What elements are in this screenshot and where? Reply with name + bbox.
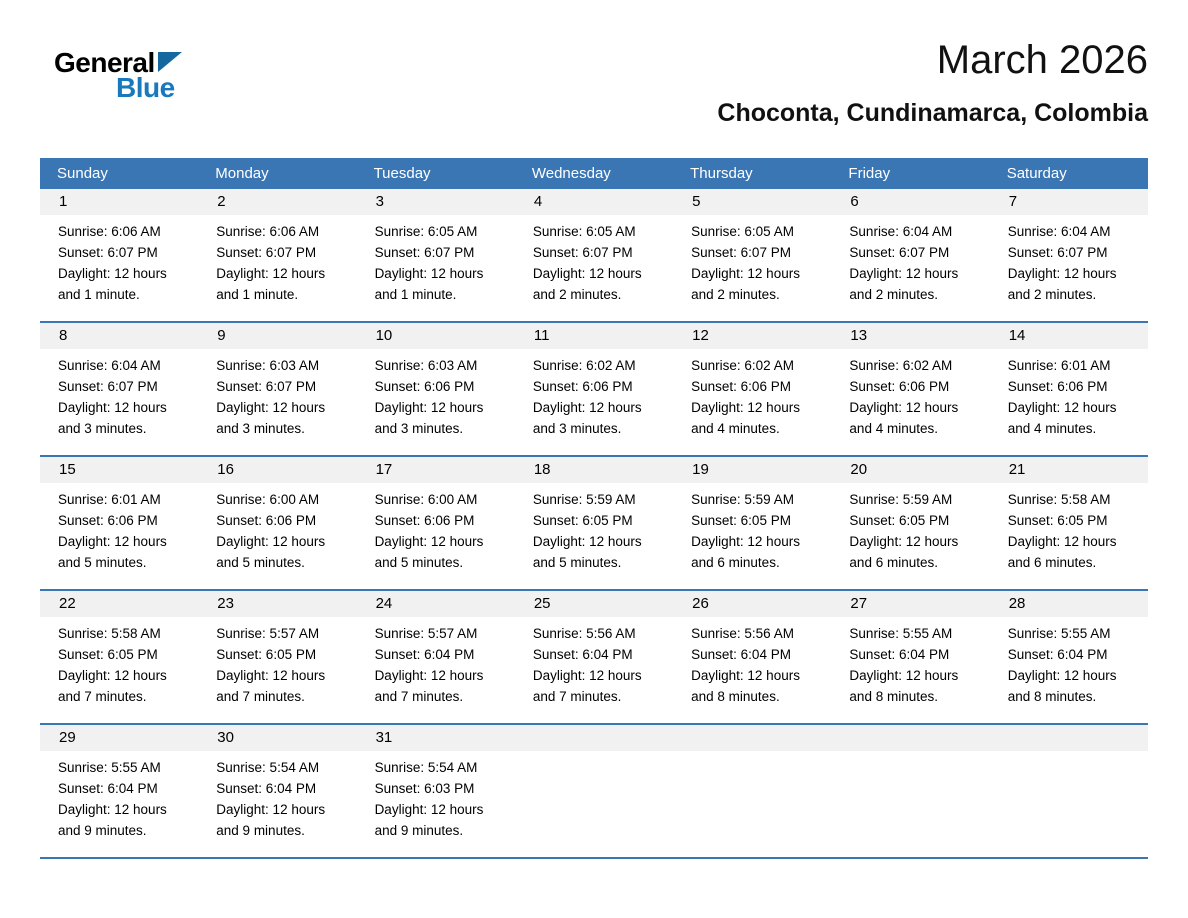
weekday-header-row — [40, 158, 1148, 189]
sunrise-text: Sunrise: 6:03 AM — [216, 358, 320, 373]
day-details — [831, 751, 989, 855]
sunrise-text: Sunrise: 5:55 AM — [849, 626, 953, 641]
day-number: 26 — [673, 591, 831, 617]
daylight-text-line1: Daylight: 12 hours — [216, 802, 326, 817]
day-details — [831, 349, 989, 455]
day-cell — [673, 591, 831, 723]
sunrise-text: Sunrise: 5:58 AM — [58, 626, 161, 641]
daylight-text-line1: Daylight: 12 hours — [216, 266, 326, 281]
day-cell — [357, 323, 515, 455]
sunrise-text: Sunrise: 6:01 AM — [58, 492, 161, 507]
daylight-text-line1: Daylight: 12 hours — [216, 400, 326, 415]
daylight-text-line2: and 3 minutes. — [532, 421, 622, 436]
sunset-text: Sunset: 6:06 PM — [1007, 379, 1108, 394]
day-details — [357, 215, 515, 321]
daylight-text-line1: Daylight: 12 hours — [1007, 266, 1117, 281]
day-details — [198, 483, 356, 589]
day-cell — [198, 323, 356, 455]
day-number: 13 — [831, 323, 989, 349]
day-number: 28 — [990, 591, 1148, 617]
sunrise-text: Sunrise: 6:02 AM — [532, 358, 636, 373]
week-row — [40, 321, 1148, 455]
day-number: 19 — [673, 457, 831, 483]
sunset-text: Sunset: 6:07 PM — [374, 245, 475, 260]
day-number — [673, 725, 831, 751]
daylight-text-line2: and 6 minutes. — [849, 555, 938, 570]
day-cell — [515, 591, 673, 723]
day-number: 15 — [40, 457, 198, 483]
day-details — [673, 751, 831, 855]
day-header: Wednesday — [531, 165, 611, 182]
sunset-text: Sunset: 6:07 PM — [1007, 245, 1108, 260]
empty-day-cell — [831, 725, 989, 857]
day-details — [990, 751, 1148, 855]
day-cell — [198, 725, 356, 857]
sunrise-text: Sunrise: 5:56 AM — [532, 626, 636, 641]
daylight-text-line2: and 5 minutes. — [374, 555, 464, 570]
daylight-text-line2: and 4 minutes. — [849, 421, 938, 436]
daylight-text-line2: and 9 minutes. — [374, 823, 464, 838]
week-row — [40, 189, 1148, 321]
daylight-text-line1: Daylight: 12 hours — [216, 534, 326, 549]
daylight-text-line1: Daylight: 12 hours — [374, 668, 484, 683]
sunset-text: Sunset: 6:04 PM — [1007, 647, 1108, 662]
logo-text-blue: Blue — [116, 72, 175, 103]
sunrise-text: Sunrise: 5:59 AM — [532, 492, 636, 507]
daylight-text-line2: and 2 minutes. — [1007, 287, 1097, 302]
page-title: March 2026 — [936, 38, 1148, 82]
location-subtitle: Choconta, Cundinamarca, Colombia — [717, 99, 1148, 127]
sunrise-text: Sunrise: 6:03 AM — [374, 358, 478, 373]
day-cell — [673, 189, 831, 321]
day-number: 22 — [40, 591, 198, 617]
day-number: 9 — [198, 323, 356, 349]
daylight-text-line1: Daylight: 12 hours — [532, 266, 642, 281]
day-number: 30 — [198, 725, 356, 751]
sunset-text: Sunset: 6:06 PM — [849, 379, 950, 394]
day-number: 2 — [198, 189, 356, 215]
daylight-text-line1: Daylight: 12 hours — [849, 668, 959, 683]
day-cell — [831, 323, 989, 455]
daylight-text-line1: Daylight: 12 hours — [58, 400, 167, 415]
daylight-text-line2: and 3 minutes. — [374, 421, 464, 436]
daylight-text-line2: and 7 minutes. — [374, 689, 464, 704]
day-cell — [990, 189, 1148, 321]
daylight-text-line2: and 6 minutes. — [1007, 555, 1097, 570]
daylight-text-line1: Daylight: 12 hours — [532, 668, 642, 683]
sunrise-text: Sunrise: 5:55 AM — [58, 760, 161, 775]
daylight-text-line2: and 8 minutes. — [849, 689, 938, 704]
empty-day-cell — [515, 725, 673, 857]
daylight-text-line2: and 8 minutes. — [691, 689, 780, 704]
day-number: 21 — [990, 457, 1148, 483]
sunset-text: Sunset: 6:06 PM — [58, 513, 158, 528]
day-cell — [40, 457, 198, 589]
day-cell — [831, 189, 989, 321]
day-header: Thursday — [690, 165, 753, 182]
daylight-text-line2: and 5 minutes. — [532, 555, 622, 570]
day-header: Friday — [848, 165, 891, 182]
day-cell — [831, 457, 989, 589]
sunset-text: Sunset: 6:03 PM — [374, 781, 475, 796]
sunrise-text: Sunrise: 5:58 AM — [1007, 492, 1111, 507]
sunrise-text: Sunrise: 6:00 AM — [216, 492, 320, 507]
day-number: 18 — [515, 457, 673, 483]
week-row — [40, 723, 1148, 857]
daylight-text-line1: Daylight: 12 hours — [849, 534, 959, 549]
sunset-text: Sunset: 6:05 PM — [849, 513, 950, 528]
day-cell — [831, 591, 989, 723]
day-cell — [357, 725, 515, 857]
day-details — [357, 617, 515, 723]
sunrise-text: Sunrise: 5:55 AM — [1007, 626, 1111, 641]
week-row — [40, 455, 1148, 589]
day-details — [673, 617, 831, 723]
sunset-text: Sunset: 6:06 PM — [216, 513, 317, 528]
daylight-text-line1: Daylight: 12 hours — [532, 400, 642, 415]
day-details — [515, 617, 673, 723]
daylight-text-line1: Daylight: 12 hours — [1007, 400, 1117, 415]
sunrise-text: Sunrise: 5:59 AM — [849, 492, 953, 507]
day-number — [831, 725, 989, 751]
sunset-text: Sunset: 6:04 PM — [58, 781, 158, 796]
day-details — [40, 215, 198, 321]
sunrise-text: Sunrise: 6:05 AM — [691, 224, 794, 239]
daylight-text-line1: Daylight: 12 hours — [374, 400, 484, 415]
day-cell — [515, 189, 673, 321]
page-header — [40, 0, 1148, 158]
sunset-text: Sunset: 6:07 PM — [58, 379, 158, 394]
sunset-text: Sunset: 6:06 PM — [374, 379, 475, 394]
empty-day-cell — [990, 725, 1148, 857]
day-details — [990, 215, 1148, 321]
sunrise-text: Sunrise: 6:04 AM — [58, 358, 161, 373]
sunrise-text: Sunrise: 5:54 AM — [216, 760, 320, 775]
calendar-body — [40, 189, 1148, 859]
day-details — [515, 483, 673, 589]
day-details — [357, 751, 515, 857]
general-blue-logo — [54, 48, 183, 102]
day-number: 4 — [515, 189, 673, 215]
sunset-text: Sunset: 6:05 PM — [532, 513, 633, 528]
day-details — [515, 349, 673, 455]
daylight-text-line1: Daylight: 12 hours — [374, 802, 484, 817]
daylight-text-line2: and 7 minutes. — [216, 689, 305, 704]
day-cell — [198, 457, 356, 589]
day-cell — [357, 189, 515, 321]
daylight-text-line2: and 9 minutes. — [58, 823, 147, 838]
daylight-text-line2: and 1 minute. — [216, 287, 299, 302]
day-details — [515, 751, 673, 855]
day-header: Sunday — [57, 165, 108, 182]
sunset-text: Sunset: 6:04 PM — [216, 781, 317, 796]
sunset-text: Sunset: 6:07 PM — [216, 379, 317, 394]
day-header: Tuesday — [373, 165, 431, 182]
day-number: 10 — [357, 323, 515, 349]
daylight-text-line2: and 8 minutes. — [1007, 689, 1097, 704]
sunrise-text: Sunrise: 5:57 AM — [374, 626, 478, 641]
daylight-text-line1: Daylight: 12 hours — [849, 400, 959, 415]
day-cell — [515, 457, 673, 589]
day-number — [515, 725, 673, 751]
day-cell — [40, 323, 198, 455]
day-details — [831, 483, 989, 589]
empty-day-cell — [673, 725, 831, 857]
sunrise-text: Sunrise: 6:06 AM — [58, 224, 161, 239]
day-number: 31 — [357, 725, 515, 751]
daylight-text-line2: and 2 minutes. — [849, 287, 938, 302]
daylight-text-line2: and 6 minutes. — [691, 555, 780, 570]
day-details — [831, 617, 989, 723]
day-details — [673, 349, 831, 455]
day-number: 8 — [40, 323, 198, 349]
sunset-text: Sunset: 6:04 PM — [849, 647, 950, 662]
sunset-text: Sunset: 6:07 PM — [849, 245, 950, 260]
day-header: Monday — [215, 165, 269, 182]
sunrise-text: Sunrise: 6:06 AM — [216, 224, 320, 239]
sunset-text: Sunset: 6:04 PM — [691, 647, 791, 662]
sunrise-text: Sunrise: 6:04 AM — [1007, 224, 1111, 239]
daylight-text-line1: Daylight: 12 hours — [691, 534, 800, 549]
daylight-text-line1: Daylight: 12 hours — [58, 668, 167, 683]
day-details — [831, 215, 989, 321]
daylight-text-line1: Daylight: 12 hours — [849, 266, 959, 281]
sunrise-text: Sunrise: 5:57 AM — [216, 626, 320, 641]
calendar-table — [40, 158, 1148, 859]
sunset-text: Sunset: 6:06 PM — [374, 513, 475, 528]
day-cell — [673, 323, 831, 455]
daylight-text-line1: Daylight: 12 hours — [58, 266, 167, 281]
daylight-text-line2: and 3 minutes. — [216, 421, 305, 436]
day-number: 7 — [990, 189, 1148, 215]
daylight-text-line1: Daylight: 12 hours — [58, 802, 167, 817]
daylight-text-line1: Daylight: 12 hours — [691, 668, 800, 683]
sunset-text: Sunset: 6:07 PM — [532, 245, 633, 260]
sunset-text: Sunset: 6:07 PM — [691, 245, 791, 260]
day-number: 24 — [357, 591, 515, 617]
sunrise-text: Sunrise: 6:05 AM — [532, 224, 636, 239]
day-details — [40, 349, 198, 455]
sunset-text: Sunset: 6:05 PM — [691, 513, 791, 528]
day-number: 16 — [198, 457, 356, 483]
day-cell — [515, 323, 673, 455]
day-cell — [673, 457, 831, 589]
daylight-text-line1: Daylight: 12 hours — [691, 400, 800, 415]
week-row — [40, 589, 1148, 723]
day-cell — [198, 591, 356, 723]
day-details — [357, 483, 515, 589]
day-cell — [40, 725, 198, 857]
day-number: 11 — [515, 323, 673, 349]
day-details — [40, 483, 198, 589]
day-cell — [198, 189, 356, 321]
sunset-text: Sunset: 6:05 PM — [1007, 513, 1108, 528]
day-number: 14 — [990, 323, 1148, 349]
sunset-text: Sunset: 6:06 PM — [691, 379, 791, 394]
sunset-text: Sunset: 6:04 PM — [532, 647, 633, 662]
sunrise-text: Sunrise: 6:05 AM — [374, 224, 478, 239]
daylight-text-line1: Daylight: 12 hours — [374, 534, 484, 549]
sunset-text: Sunset: 6:07 PM — [216, 245, 317, 260]
day-details — [990, 349, 1148, 455]
sunrise-text: Sunrise: 5:54 AM — [374, 760, 478, 775]
sunrise-text: Sunrise: 6:01 AM — [1007, 358, 1111, 373]
sunset-text: Sunset: 6:05 PM — [58, 647, 158, 662]
day-details — [515, 215, 673, 321]
logo-text-general: General — [54, 47, 155, 78]
day-cell — [357, 591, 515, 723]
day-number — [990, 725, 1148, 751]
day-details — [673, 215, 831, 321]
day-number: 5 — [673, 189, 831, 215]
day-cell — [40, 591, 198, 723]
day-cell — [990, 457, 1148, 589]
day-details — [40, 617, 198, 723]
day-number: 29 — [40, 725, 198, 751]
daylight-text-line1: Daylight: 12 hours — [1007, 534, 1117, 549]
day-header: Saturday — [1006, 165, 1067, 182]
daylight-text-line2: and 7 minutes. — [58, 689, 147, 704]
day-details — [990, 617, 1148, 723]
daylight-text-line1: Daylight: 12 hours — [691, 266, 800, 281]
day-cell — [40, 189, 198, 321]
day-details — [673, 483, 831, 589]
day-number: 17 — [357, 457, 515, 483]
daylight-text-line2: and 7 minutes. — [532, 689, 622, 704]
day-number: 6 — [831, 189, 989, 215]
day-details — [990, 483, 1148, 589]
daylight-text-line2: and 9 minutes. — [216, 823, 305, 838]
day-cell — [990, 323, 1148, 455]
sunrise-text: Sunrise: 5:59 AM — [691, 492, 794, 507]
daylight-text-line1: Daylight: 12 hours — [1007, 668, 1117, 683]
daylight-text-line2: and 4 minutes. — [1007, 421, 1097, 436]
day-cell — [357, 457, 515, 589]
sunset-text: Sunset: 6:05 PM — [216, 647, 317, 662]
daylight-text-line2: and 3 minutes. — [58, 421, 147, 436]
daylight-text-line2: and 2 minutes. — [532, 287, 622, 302]
daylight-text-line1: Daylight: 12 hours — [374, 266, 484, 281]
day-number: 23 — [198, 591, 356, 617]
day-number: 12 — [673, 323, 831, 349]
day-number: 3 — [357, 189, 515, 215]
day-number: 1 — [40, 189, 198, 215]
sunrise-text: Sunrise: 6:02 AM — [849, 358, 953, 373]
sunset-text: Sunset: 6:06 PM — [532, 379, 633, 394]
day-details — [198, 215, 356, 321]
sunrise-text: Sunrise: 6:02 AM — [691, 358, 794, 373]
daylight-text-line2: and 4 minutes. — [691, 421, 780, 436]
day-details — [198, 617, 356, 723]
sunrise-text: Sunrise: 5:56 AM — [691, 626, 794, 641]
day-details — [357, 349, 515, 455]
daylight-text-line1: Daylight: 12 hours — [216, 668, 326, 683]
day-cell — [990, 591, 1148, 723]
daylight-text-line2: and 5 minutes. — [58, 555, 147, 570]
sunrise-text: Sunrise: 6:04 AM — [849, 224, 953, 239]
daylight-text-line2: and 1 minute. — [374, 287, 457, 302]
sunrise-text: Sunrise: 6:00 AM — [374, 492, 478, 507]
day-number: 25 — [515, 591, 673, 617]
daylight-text-line1: Daylight: 12 hours — [58, 534, 167, 549]
day-details — [40, 751, 198, 857]
sunset-text: Sunset: 6:04 PM — [374, 647, 475, 662]
daylight-text-line2: and 2 minutes. — [691, 287, 780, 302]
daylight-text-line2: and 5 minutes. — [216, 555, 305, 570]
daylight-text-line2: and 1 minute. — [58, 287, 140, 302]
sunset-text: Sunset: 6:07 PM — [58, 245, 158, 260]
day-details — [198, 751, 356, 857]
day-number: 20 — [831, 457, 989, 483]
daylight-text-line1: Daylight: 12 hours — [532, 534, 642, 549]
day-details — [198, 349, 356, 455]
day-number: 27 — [831, 591, 989, 617]
